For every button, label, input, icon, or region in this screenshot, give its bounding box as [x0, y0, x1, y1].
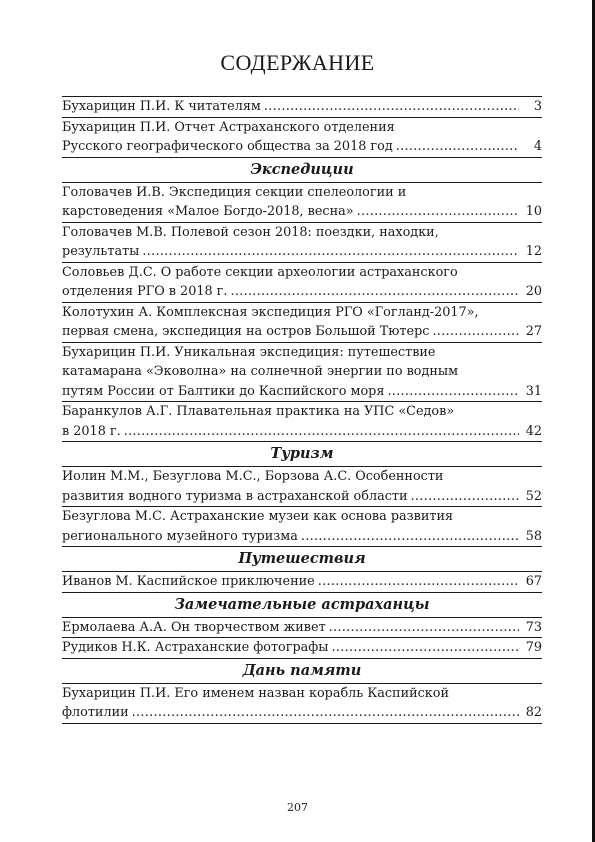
- toc-page-number: 67: [525, 574, 542, 589]
- section-heading: Путешествия: [62, 547, 542, 572]
- toc-entry-line: Иолин М.М., Безуглова М.С., Борзова А.С. Особенности: [62, 469, 444, 484]
- toc-entry-line: Бухарицин П.И. Уникальная экспедиция: путешествие: [62, 344, 436, 360]
- toc-entry-text: Ермолаева А.А. Он творчеством живет: [62, 619, 326, 635]
- dot-leader: [132, 703, 519, 723]
- toc-page-number: 73: [525, 619, 542, 635]
- toc-page-number: 10: [525, 204, 542, 219]
- toc-entry-text: путям России от Балтики до Каспийского моря: [62, 383, 385, 399]
- toc-page-number: 58: [525, 528, 542, 544]
- dot-leader: [230, 282, 519, 302]
- dot-leader: [301, 527, 519, 547]
- toc-page-number: 82: [525, 705, 542, 720]
- dot-leader: [432, 322, 519, 342]
- toc-entry-last-line: [62, 282, 542, 302]
- toc-entry-line: Безуглова М.С. Астраханские музеи как основа развития: [62, 509, 454, 524]
- toc-page-number: 20: [525, 284, 542, 299]
- toc-entry-last-line: [62, 703, 542, 723]
- dot-leader: [318, 572, 519, 592]
- toc-entry-line: Колотухин А. Комплексная экспедиция РГО «Гогланд-2017»,: [62, 304, 479, 320]
- toc-entry-text: флотилии: [62, 705, 129, 720]
- dot-leader: [332, 638, 520, 658]
- toc-entry[interactable]: [62, 572, 542, 593]
- toc-page-number: 27: [525, 324, 542, 339]
- dot-leader: [142, 242, 519, 262]
- toc-entry[interactable]: [62, 467, 542, 507]
- dot-leader: [329, 618, 519, 638]
- section-heading: Экспедиции: [62, 158, 542, 183]
- section-heading: Туризм: [62, 442, 542, 467]
- toc-entry[interactable]: [62, 638, 542, 659]
- dot-leader: [396, 137, 519, 157]
- toc-entry[interactable]: [62, 263, 542, 303]
- toc-entry-line: Головачев И.В. Экспедиция секции спелеологии и: [62, 184, 407, 200]
- toc-entry-text: Иванов М. Каспийское приключение: [62, 574, 315, 589]
- toc-entry-text: карстоведения «Малое Богдо-2018, весна»: [62, 204, 354, 219]
- toc-entry-last-line: [62, 618, 542, 638]
- toc-entry-text: в 2018 г.: [62, 423, 121, 439]
- dot-leader: [124, 422, 519, 442]
- toc-entry-text: развития водного туризма в астраханской области: [62, 488, 408, 504]
- toc-entry-text: результаты: [62, 244, 140, 259]
- dot-leader: [357, 202, 519, 222]
- toc-entry-last-line: [62, 638, 542, 658]
- dot-leader: [387, 382, 519, 402]
- toc-entry-text: Русского географического общества за 2018 год: [62, 139, 393, 154]
- toc-entry-line: Соловьев Д.С. О работе секции археологии астраханского: [62, 264, 458, 280]
- toc-entry-line: катамарана «Эковолна» на солнечной энергии по водным: [62, 364, 459, 379]
- toc-entry-text: Бухарицин П.И. К читателям: [62, 99, 261, 114]
- toc-entry[interactable]: [62, 118, 542, 158]
- toc-page-number: 4: [533, 139, 542, 154]
- toc-entry[interactable]: [62, 223, 542, 263]
- toc-entry[interactable]: [62, 684, 542, 724]
- toc-entry[interactable]: [62, 402, 542, 442]
- page-title: СОДЕРЖАНИЕ: [220, 50, 375, 75]
- toc-entry[interactable]: [62, 618, 542, 639]
- toc-page-number: 3: [533, 99, 542, 114]
- dot-leader: [411, 487, 520, 507]
- toc-entry-last-line: [62, 322, 542, 342]
- toc-page-number: 52: [525, 488, 542, 504]
- toc-entry-line: Бухарицин П.И. Его именем назван корабль Каспийской: [62, 685, 450, 701]
- toc-entry-last-line: [62, 242, 542, 262]
- toc-entry-text: отделения РГО в 2018 г.: [62, 284, 228, 299]
- toc-entry-last-line: [62, 422, 542, 442]
- toc-entry[interactable]: [62, 343, 542, 403]
- toc-entry-last-line: [62, 97, 542, 117]
- section-heading: Замечательные астраханцы: [62, 593, 542, 618]
- toc-entry-line: Баранкулов А.Г. Плавательная практика на УПС «Седов»: [62, 404, 455, 419]
- page-number: 207: [287, 801, 308, 814]
- toc-entry-last-line: [62, 137, 542, 157]
- table-of-contents: [62, 96, 542, 724]
- toc-page-number: 12: [525, 244, 542, 259]
- toc-entry-text: регионального музейного туризма: [62, 528, 298, 544]
- toc-entry-last-line: [62, 527, 542, 547]
- toc-entry-line: Головачев М.В. Полевой сезон 2018: поездки, находки,: [62, 224, 439, 240]
- toc-entry[interactable]: [62, 507, 542, 547]
- toc-page-number: 42: [525, 423, 542, 439]
- toc-entry[interactable]: [62, 303, 542, 343]
- toc-page-number: 79: [525, 640, 542, 655]
- toc-entry-last-line: [62, 572, 542, 592]
- toc-entry-text: Рудиков Н.К. Астраханские фотографы: [62, 640, 329, 655]
- toc-entry-text: первая смена, экспедиция на остров Большой Тютерс: [62, 324, 430, 339]
- toc-entry-last-line: [62, 382, 542, 402]
- toc-entry[interactable]: [62, 183, 542, 223]
- toc-page-number: 31: [525, 383, 542, 399]
- toc-entry-last-line: [62, 202, 542, 222]
- toc-entry-line: Бухарицин П.И. Отчет Астраханского отделения: [62, 119, 395, 135]
- section-heading: Дань памяти: [62, 659, 542, 684]
- toc-entry[interactable]: [62, 96, 542, 118]
- dot-leader: [264, 97, 519, 117]
- toc-entry-last-line: [62, 487, 542, 507]
